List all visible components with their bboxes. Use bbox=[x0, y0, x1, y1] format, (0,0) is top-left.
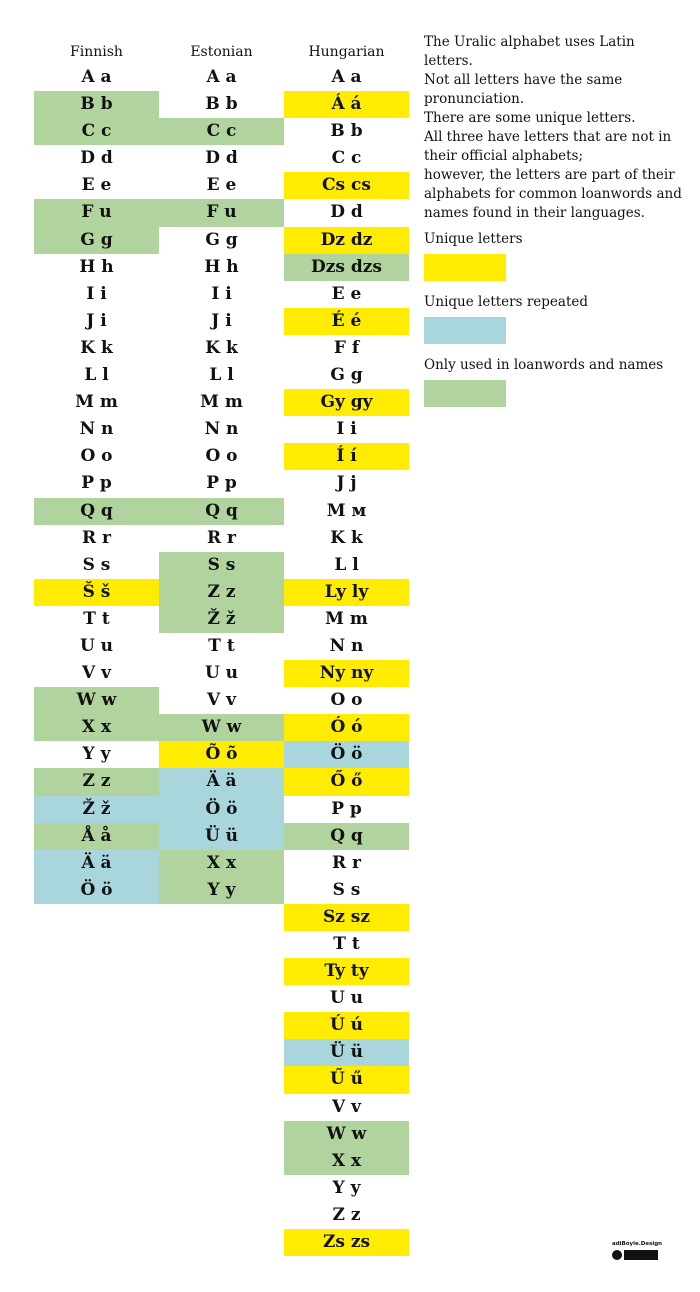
letter-cell-hungarian: Ő ő bbox=[284, 768, 409, 795]
letter-cell-estonian: R r bbox=[206, 527, 236, 548]
letter-cell-hungarian: Ü ü bbox=[284, 1039, 409, 1066]
letter-cell-hungarian: X x bbox=[284, 1148, 409, 1175]
letter-cell-hungarian: K k bbox=[330, 527, 363, 548]
letter-cell-estonian: Q q bbox=[159, 498, 284, 525]
letter-cell-hungarian: Cs cs bbox=[284, 172, 409, 199]
letter-cell-estonian: H h bbox=[204, 256, 239, 277]
letter-list-estonian bbox=[159, 64, 284, 904]
legend-item-repeated bbox=[424, 291, 684, 344]
letter-cell-hungarian: S s bbox=[332, 879, 361, 900]
letter-cell-estonian: Ä ä bbox=[159, 768, 284, 795]
column-header-finnish: Finnish bbox=[70, 44, 123, 60]
letter-cell-finnish: V v bbox=[82, 663, 111, 684]
brand-mark-icon bbox=[612, 1250, 662, 1260]
brand-text: adiBoyle.Design bbox=[612, 1241, 663, 1247]
column-header-hungarian: Hungarian bbox=[308, 44, 385, 60]
letter-cell-finnish: K k bbox=[80, 337, 113, 358]
letter-cell-hungarian: W w bbox=[284, 1121, 409, 1148]
column-estonian bbox=[159, 40, 284, 904]
letter-cell-hungarian: R r bbox=[331, 852, 361, 873]
letter-cell-hungarian: B b bbox=[330, 121, 363, 142]
letter-cell-hungarian: Ly ly bbox=[284, 579, 409, 606]
column-hungarian bbox=[284, 40, 409, 1256]
letter-cell-hungarian: Ty ty bbox=[284, 958, 409, 985]
letter-cell-hungarian: Ű ű bbox=[284, 1066, 409, 1093]
letter-cell-hungarian: C c bbox=[331, 148, 362, 169]
letter-cell-estonian: N n bbox=[204, 419, 239, 440]
letter-cell-finnish: J i bbox=[86, 310, 107, 331]
letter-cell-finnish: I i bbox=[86, 283, 107, 304]
letter-cell-hungarian: L l bbox=[334, 554, 359, 575]
letter-cell-estonian: C c bbox=[159, 118, 284, 145]
letter-cell-hungarian: J j bbox=[336, 473, 357, 494]
letter-cell-hungarian: Ny ny bbox=[284, 660, 409, 687]
letter-cell-hungarian: O o bbox=[330, 690, 363, 711]
letter-cell-finnish: P p bbox=[81, 473, 112, 494]
letter-cell-hungarian: I i bbox=[336, 419, 357, 440]
letter-cell-finnish: Ö ö bbox=[34, 877, 159, 904]
letter-cell-hungarian: Ó ó bbox=[284, 714, 409, 741]
letter-cell-hungarian: Á á bbox=[284, 91, 409, 118]
letter-cell-estonian: A a bbox=[206, 67, 237, 87]
legend-label: Only used in loanwords and names bbox=[424, 357, 664, 373]
note-line: however, the letters are part of their alphabets for common loanwords and names found in their languages. bbox=[424, 167, 682, 221]
letter-cell-estonian: M m bbox=[200, 392, 243, 413]
column-finnish bbox=[34, 40, 159, 904]
letter-cell-hungarian: Gy gy bbox=[284, 389, 409, 416]
letter-cell-hungarian: Z z bbox=[332, 1204, 361, 1225]
letter-cell-hungarian: Y y bbox=[332, 1177, 361, 1198]
letter-cell-hungarian: Ú ú bbox=[284, 1012, 409, 1039]
note-line: Not all letters have the same pronunciation. bbox=[424, 72, 623, 107]
letter-cell-hungarian: Í í bbox=[284, 443, 409, 470]
legend-label: Unique letters repeated bbox=[424, 294, 589, 310]
letter-cell-finnish: Y y bbox=[82, 744, 111, 765]
letter-cell-estonian: S s bbox=[159, 552, 284, 579]
letter-cell-hungarian: F f bbox=[333, 337, 360, 358]
letter-cell-hungarian: Dz dz bbox=[284, 227, 409, 254]
letter-cell-hungarian: Q q bbox=[284, 823, 409, 850]
letter-cell-estonian: J i bbox=[211, 310, 232, 331]
legend-swatch-yellow bbox=[424, 254, 506, 281]
legend-label: Unique letters bbox=[424, 231, 523, 247]
letter-cell-finnish: Ä ä bbox=[34, 850, 159, 877]
letter-cell-estonian: W w bbox=[159, 714, 284, 741]
letter-cell-estonian: Õ õ bbox=[159, 741, 284, 768]
letter-cell-finnish: U u bbox=[79, 635, 114, 656]
letter-cell-finnish: Š š bbox=[34, 579, 159, 606]
column-header-estonian: Estonian bbox=[190, 44, 253, 60]
letter-cell-hungarian: N n bbox=[329, 635, 364, 656]
letter-cell-estonian: Ž ž bbox=[159, 606, 284, 633]
letter-cell-hungarian: É é bbox=[284, 308, 409, 335]
letter-cell-estonian: T t bbox=[208, 635, 235, 656]
note-line: There are some unique letters. bbox=[424, 110, 636, 126]
letter-list-hungarian bbox=[284, 64, 409, 1256]
letter-cell-finnish: T t bbox=[83, 608, 110, 629]
letter-cell-finnish: S s bbox=[82, 554, 111, 575]
letter-cell-finnish: E e bbox=[81, 175, 112, 196]
letter-cell-finnish: X x bbox=[34, 714, 159, 741]
letter-cell-hungarian: M m bbox=[325, 608, 368, 629]
legend-item-unique bbox=[424, 228, 684, 281]
letter-cell-finnish: R r bbox=[81, 527, 111, 548]
letter-cell-finnish: D d bbox=[80, 148, 113, 169]
brand-dot-icon bbox=[612, 1250, 622, 1260]
letter-cell-estonian: U u bbox=[204, 663, 239, 684]
letter-cell-estonian: O o bbox=[205, 446, 238, 467]
note-line: All three have letters that are not in their official alphabets; bbox=[424, 129, 672, 164]
legend-swatch-green bbox=[424, 380, 506, 407]
letter-cell-hungarian: A a bbox=[331, 67, 362, 87]
letter-cell-hungarian: M м bbox=[326, 500, 367, 521]
notes-text bbox=[424, 33, 684, 223]
letter-cell-finnish: M m bbox=[75, 392, 118, 413]
letter-cell-hungarian: G g bbox=[330, 365, 363, 386]
letter-cell-hungarian: Dzs dzs bbox=[284, 254, 409, 281]
letter-cell-finnish: O o bbox=[80, 446, 113, 467]
letter-cell-finnish: F u bbox=[34, 199, 159, 226]
letter-cell-estonian: E e bbox=[206, 175, 237, 196]
letter-cell-estonian: F u bbox=[159, 199, 284, 226]
letter-cell-finnish: C c bbox=[34, 118, 159, 145]
letter-cell-hungarian: D d bbox=[330, 202, 363, 223]
brand-bar-icon bbox=[624, 1250, 658, 1260]
letter-cell-estonian: Z z bbox=[159, 579, 284, 606]
letter-cell-hungarian: E e bbox=[331, 283, 362, 304]
brand-logo bbox=[612, 1241, 662, 1260]
letter-cell-finnish: Q q bbox=[34, 498, 159, 525]
letter-cell-finnish: G g bbox=[34, 227, 159, 254]
note-line: The Uralic alphabet uses Latin letters. bbox=[424, 34, 635, 69]
letter-cell-finnish: B b bbox=[34, 91, 159, 118]
legend-item-loanwords bbox=[424, 354, 684, 407]
letter-cell-estonian: Y y bbox=[159, 877, 284, 904]
letter-cell-hungarian: V v bbox=[332, 1096, 361, 1117]
letter-cell-estonian: Ö ö bbox=[159, 796, 284, 823]
letter-cell-estonian: I i bbox=[211, 283, 232, 304]
legend bbox=[424, 228, 684, 417]
letter-cell-hungarian: U u bbox=[329, 988, 364, 1009]
letter-cell-estonian: V v bbox=[207, 690, 236, 711]
letter-cell-estonian: K k bbox=[205, 337, 238, 358]
letter-cell-finnish: Ž ž bbox=[34, 796, 159, 823]
letter-cell-hungarian: P p bbox=[331, 798, 362, 819]
letter-cell-hungarian: T t bbox=[333, 934, 360, 954]
letter-cell-finnish: H h bbox=[79, 256, 114, 277]
letter-cell-hungarian: Zs zs bbox=[284, 1229, 409, 1256]
letter-cell-estonian: P p bbox=[206, 473, 237, 494]
letter-cell-estonian: G g bbox=[205, 229, 238, 250]
letter-cell-hungarian: Sz sz bbox=[284, 904, 409, 931]
letter-cell-finnish: L l bbox=[84, 365, 109, 386]
legend-swatch-blue bbox=[424, 317, 506, 344]
letter-cell-estonian: Ü ü bbox=[159, 823, 284, 850]
letter-cell-estonian: B b bbox=[205, 94, 238, 115]
letter-list-finnish bbox=[34, 64, 159, 904]
letter-cell-estonian: X x bbox=[159, 850, 284, 877]
letter-cell-finnish: Å å bbox=[34, 823, 159, 850]
letter-cell-hungarian: Ö ö bbox=[284, 741, 409, 768]
letter-cell-finnish: A a bbox=[81, 67, 112, 87]
letter-cell-finnish: Z z bbox=[34, 768, 159, 795]
letter-cell-finnish: N n bbox=[79, 419, 114, 440]
letter-cell-estonian: D d bbox=[205, 148, 238, 169]
letter-cell-finnish: W w bbox=[34, 687, 159, 714]
letter-cell-estonian: L l bbox=[209, 365, 234, 386]
